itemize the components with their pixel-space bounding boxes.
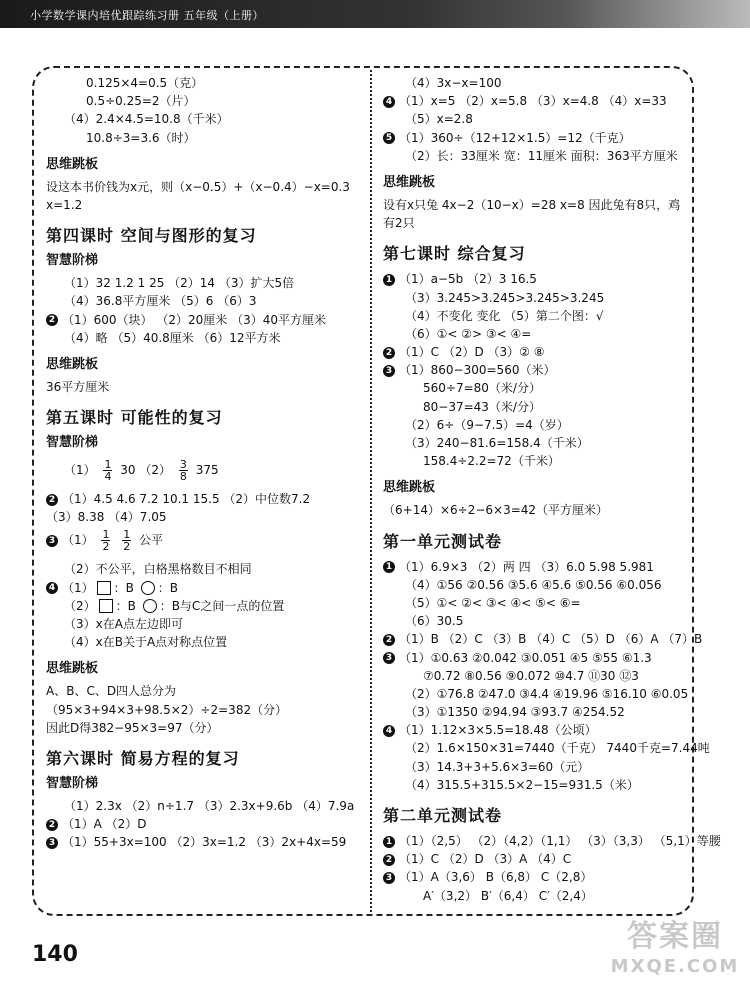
answer-line: （6）①< ②> ③< ④= (405, 326, 532, 341)
square-symbol (99, 599, 113, 613)
answer-line: 3 （1）A（3,6） B（6,8） C（2,8） (383, 868, 689, 886)
answer-line: （4）2.4×4.5=10.8（千米） (64, 112, 229, 127)
answer-line: （4）3x−x=100 (405, 76, 502, 90)
answer-line: A、B、C、D四人总分为 (46, 684, 177, 699)
answer-line: 有2只 (383, 216, 415, 231)
answer-line: 5 （1）360÷（12+12×1.5）=12（千克） (383, 129, 689, 147)
answer-line: （1）32 1.2 1 25 （2）14 （3）扩大5倍 (64, 276, 295, 291)
square-symbol (97, 581, 111, 595)
question-number: 3 (383, 872, 395, 884)
header-banner (0, 0, 750, 28)
answer-line: 2 （1）B （2）C （3）B （4）C （5）D （6）A （7）B (383, 630, 689, 648)
answer-line: （2）6÷（9−7.5）=4（岁） (405, 417, 569, 432)
answer-line: 2 （1）A （2）D (46, 815, 364, 833)
answer-line: （2）不公平，白格黑格数目不相同 (64, 562, 252, 577)
answer-line: 158.4÷2.2=72（千米） (423, 454, 560, 469)
zhihui-heading: 智慧阶梯 (46, 253, 99, 269)
answer-line: （95×3+94×3+98.5×2）÷2=382（分） (46, 702, 288, 717)
fraction: $\frac{1}{2}$ (123, 528, 131, 554)
answer-line: 3 （1）①0.63 ②0.042 ③0.051 ④5 ⑤55 ⑥1.3 (383, 649, 689, 667)
answer-line: 0.5÷0.25=2（片） (86, 94, 196, 109)
fraction: $\frac{1}{4}$ (104, 458, 112, 484)
answer-line: 10.8÷3=3.6（时） (86, 130, 196, 145)
answer-line: 4 （1） ：B ：B (46, 579, 364, 597)
answer-line: （5）①< ②< ③< ④< ⑤< ⑥= (405, 595, 581, 610)
siwei-heading: 思维跳板 (46, 661, 99, 677)
lesson-title: 第六课时 简易方程的复习 (46, 748, 240, 768)
answer-line: （1）2.3x （2）n÷1.7 （3）2.3x+9.6b （4）7.9a (64, 798, 355, 813)
page-number: 140 (32, 942, 78, 967)
answer-line: 2 （1）C （2）D （3）A （4）C (383, 850, 689, 868)
answer-line: 1 （1）6.9×3 （2）两 四 （3）6.0 5.98 5.981 (383, 558, 689, 576)
book-title: 小学数学课内培优跟踪练习册 五年级（上册） (30, 9, 264, 22)
siwei-heading: 思维跳板 (46, 356, 99, 372)
question-number: 2 (46, 819, 58, 831)
answer-line: 3 （1）55+3x=100 （2）3x=1.2 （3）2x+4x=59 (46, 833, 364, 851)
column-divider (370, 70, 372, 912)
circle-symbol (141, 581, 155, 595)
answer-line: （4）略 （5）40.8厘米 （6）12平方米 (64, 330, 281, 345)
fraction: $\frac{3}{8}$ (179, 458, 187, 484)
zhihui-heading: 智慧阶梯 (46, 435, 99, 451)
question-number: 2 (383, 854, 395, 866)
siwei-heading: 思维跳板 (383, 174, 436, 190)
answer-line: 0.125×4=0.5（克） (86, 76, 204, 90)
answer-line: 设这本书价钱为x元，则（x−0.5）+（x−0.4）−x=0.3 (46, 179, 350, 194)
answer-line: A′（3,2） B′（6,4） C′（2,4） (423, 888, 593, 903)
answer-line: （2）1.6×150×31=7440（千克） 7440千克=7.44吨 (405, 741, 710, 756)
zhihui-heading: 智慧阶梯 (46, 775, 99, 791)
question-number: 1 (383, 274, 395, 286)
answer-line: 1 （1）（2,5） （2）（4,2）（1,1） （3）（3,3） （5,1）等腰 (383, 832, 689, 850)
question-number: 4 (46, 582, 58, 594)
right-column (383, 74, 721, 905)
answer-line: （3）①1350 ②94.94 ③93.7 ④254.52 (405, 705, 625, 720)
answer-line: （5）x=2.8 (405, 112, 473, 127)
answer-line: 3 （1） $\frac{1}{2}$ $\frac{1}{2}$ 公平 (46, 526, 364, 554)
answer-line: （2）长：33厘米 宽：11厘米 面积：363平方厘米 (405, 148, 678, 163)
answer-line: （3）240−81.6=158.4（千米） (405, 436, 589, 450)
question-number: 3 (383, 365, 395, 377)
siwei-heading: 思维跳板 (383, 480, 436, 496)
question-number: 2 (383, 634, 395, 646)
lesson-title: 第五课时 可能性的复习 (46, 408, 223, 428)
answer-line: 1 （1）a−5b （2）3 16.5 (383, 270, 689, 288)
question-number: 3 (383, 652, 395, 664)
unit-title: 第一单元测试卷 (383, 531, 503, 551)
answer-line: （3）3.245>3.245>3.245>3.245 (405, 290, 605, 305)
question-number: 4 (383, 725, 395, 737)
question-number: 2 (383, 347, 395, 359)
answer-line: （3）8.38 （4）7.05 (46, 510, 167, 525)
answer-line: 4 （1）1.12×3×5.5=18.48（公顷） (383, 721, 689, 739)
unit-title: 第二单元测试卷 (383, 806, 503, 825)
answer-line: 3 （1）860−300=560（米） (383, 361, 689, 379)
answer-line: （3）x在A点左边即可 (64, 617, 183, 631)
answer-line: （1） $\frac{1}{4}$ 30 （2） $\frac{3}{8}$ 375 (64, 458, 219, 484)
question-number: 4 (383, 96, 395, 108)
fraction: $\frac{1}{2}$ (102, 528, 110, 554)
answer-line: （2） ：B ：B与C之间一点的位置 (64, 598, 285, 613)
watermark-logo: 答案圈 MXQE.COM (610, 919, 740, 977)
lesson-title: 第七课时 综合复习 (383, 244, 526, 264)
answer-line: 2 （1）600（块） （2）20厘米 （3）40平方厘米 (46, 311, 364, 329)
answer-line: （2）①76.8 ②47.0 ③4.4 ④19.96 ⑤16.10 ⑥0.05 (405, 686, 689, 701)
left-column (46, 74, 364, 852)
answer-line: 560÷7=80（米/分） (423, 381, 541, 396)
answer-line: （4）不变化 变化 （5）第二个图：√ (405, 308, 604, 323)
siwei-heading: 思维跳板 (46, 156, 99, 172)
answer-line: 4 （1）x=5 （2）x=5.8 （3）x=4.8 （4）x=33 (383, 92, 689, 110)
answer-line: x=1.2 (46, 197, 83, 212)
answer-line: （4）36.8平方厘米 （5）6 （6）3 (64, 294, 257, 309)
question-number: 2 (46, 314, 58, 326)
question-number: 3 (46, 535, 58, 547)
answer-line: （4）315.5+315.5×2−15=931.5（米） (405, 777, 639, 792)
question-number: 1 (383, 836, 395, 848)
circle-symbol (143, 599, 157, 613)
answer-line: 36平方厘米 (46, 379, 110, 394)
question-number: 1 (383, 561, 395, 573)
question-number: 2 (46, 494, 58, 506)
answer-line: 2 （1）4.5 4.6 7.2 10.1 15.5 （2）中位数7.2 (46, 490, 364, 508)
question-number: 5 (383, 132, 395, 144)
lesson-title: 第四课时 空间与图形的复习 (46, 226, 257, 246)
answer-line: （4）x在B关于A点对称点位置 (64, 635, 228, 650)
answer-line: 2 （1）C （2）D （3）② ⑧ (383, 343, 689, 361)
answer-line: （3）14.3+3+5.6×3=60（元） (405, 759, 590, 774)
answer-line: （4）①56 ②0.56 ③5.6 ④5.6 ⑤0.56 ⑥0.056 (405, 577, 662, 592)
question-number: 3 (46, 837, 58, 849)
answer-line: 80−37=43（米/分） (423, 399, 541, 414)
answer-line: （6）30.5 (405, 614, 464, 629)
answer-line: 因此D得382−95×3=97（分） (46, 720, 219, 735)
answer-line: 设有x只兔 4x−2（10−x）=28 x=8 因此兔有8只，鸡 (383, 197, 681, 212)
answer-line: ⑦0.72 ⑧0.56 ⑨0.072 ⑩4.7 ⑪30 ⑫3 (423, 668, 639, 683)
answer-line: （6+14）×6÷2−6×3=42（平方厘米） (383, 503, 609, 518)
